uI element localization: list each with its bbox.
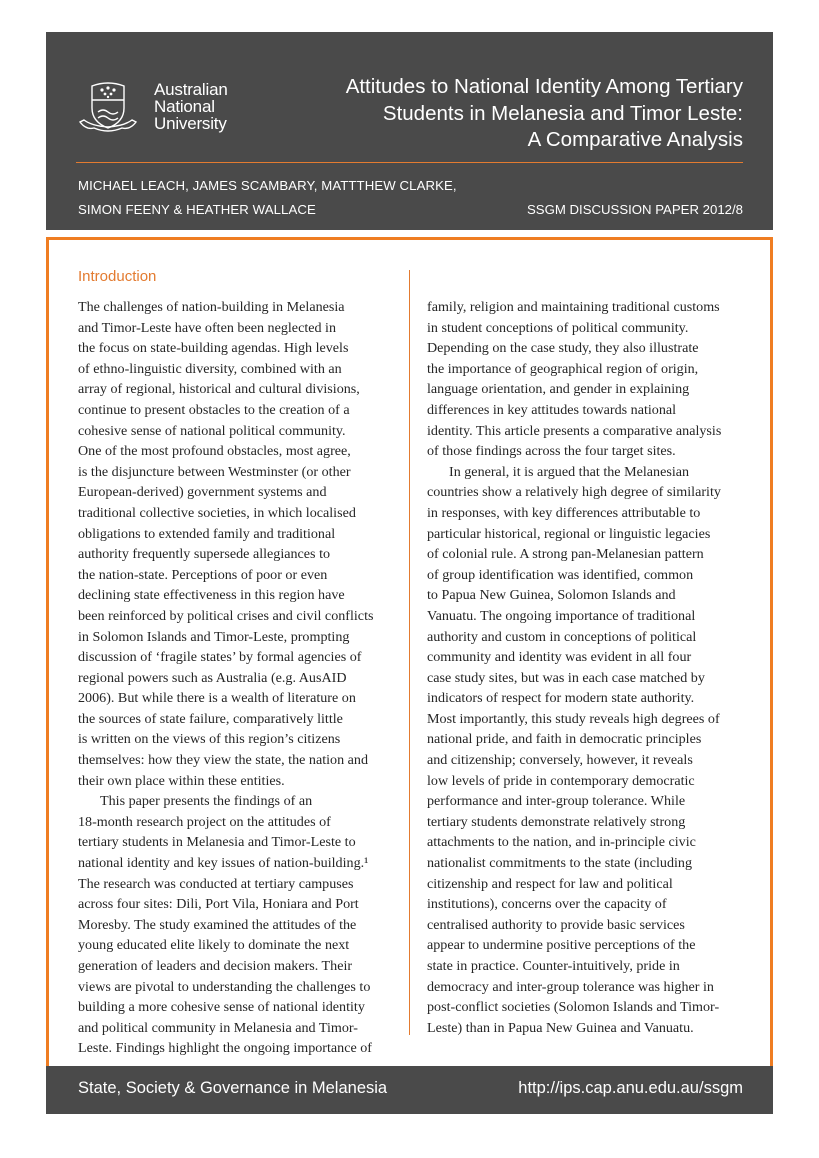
text-line: 18-month research project on the attitudes of — [78, 813, 331, 830]
text-line: Leste) than in Papua New Guinea and Vanuatu. — [427, 1019, 694, 1036]
text-line: This paper presents the findings of an — [100, 793, 313, 810]
paper-title — [273, 74, 743, 154]
series-label — [527, 198, 743, 222]
series-name: SSGM DISCUSSION PAPER — [527, 202, 699, 217]
text-line: appear to undermine positive perceptions of the — [427, 937, 696, 954]
author-list — [78, 174, 457, 222]
anu-logo — [78, 78, 248, 138]
text-line: In general, it is argued that the Melanesian — [449, 463, 690, 480]
text-line: across four sites: Dili, Port Vila, Honiara and Port — [78, 896, 359, 913]
text-line: community and identity was evident in all four — [427, 649, 692, 666]
text-line: is written on the views of this region’s citizens — [78, 731, 341, 748]
text-line: is the disjuncture between Westminster (or other — [78, 463, 351, 480]
text-line: obligations to extended family and traditional — [78, 525, 336, 542]
anu-wordmark — [154, 81, 228, 132]
text-line: traditional collective societies, in which localised — [78, 504, 356, 521]
text-line: national pride, and faith in democratic principles — [427, 731, 702, 748]
text-line: Leste. Findings highlight the ongoing importance of — [78, 1040, 372, 1057]
text-line: Most importantly, this study reveals high degrees of — [427, 710, 720, 727]
title-line: A Comparative Analysis — [527, 128, 743, 151]
text-line: in Solomon Islands and Timor-Leste, prompting — [78, 628, 350, 645]
text-line: views are pivotal to understanding the challenges to — [78, 978, 371, 995]
text-line: attachments to the nation, and in-principle civic — [427, 834, 696, 851]
text-line: to Papua New Guinea, Solomon Islands and — [427, 587, 676, 604]
text-line: institutions), concerns over the capacity of — [427, 896, 667, 913]
logo-line: University — [154, 114, 227, 133]
header-divider — [76, 162, 743, 163]
text-line: the sources of state failure, comparatively little — [78, 710, 343, 727]
text-line: their own place within these entities. — [78, 772, 285, 789]
text-line: building a more cohesive sense of national identity — [78, 999, 365, 1016]
text-line: the focus on state-building agendas. High levels — [78, 340, 349, 357]
text-line: discussion of ‘fragile states’ by formal agencies of — [78, 649, 362, 666]
text-line: indicators of respect for modern state authority. — [427, 690, 695, 707]
header-band — [46, 32, 773, 230]
text-line: low levels of pride in contemporary democratic — [427, 772, 695, 789]
text-line: citizenship and respect for law and political — [427, 875, 673, 892]
footer-url-link[interactable]: http://ips.cap.anu.edu.au/ssgm — [518, 1079, 743, 1097]
series-number: 2012/8 — [702, 202, 743, 217]
text-line: Depending on the case study, they also illustrate — [427, 340, 699, 357]
text-line: generation of leaders and decision makers. Their — [78, 958, 353, 974]
author-line: SIMON FEENY & HEATHER WALLACE — [78, 202, 316, 217]
section-heading: Introduction — [78, 268, 157, 285]
text-line: cohesive sense of national political community. — [78, 422, 346, 439]
footer-program-name: State, Society & Governance in Melanesia — [78, 1079, 388, 1097]
text-line: the nation-state. Perceptions of poor or even — [78, 566, 328, 583]
text-line: in responses, with key differences attributable to — [427, 504, 701, 521]
text-line: authority frequently supersede allegiances to — [78, 546, 331, 563]
title-line: Attitudes to National Identity Among Tertiary — [345, 75, 743, 98]
paragraph — [427, 297, 743, 462]
text-line: particular historical, regional or linguistic legacies — [427, 525, 711, 542]
text-line: The research was conducted at tertiary campuses — [78, 875, 354, 892]
text-line: and Timor-Leste have often been neglected in — [78, 319, 337, 336]
text-line: regional powers such as Australia (e.g. AusAID — [78, 669, 347, 686]
text-line: declining state effectiveness in this region have — [78, 587, 345, 604]
text-line: in student conceptions of political community. — [427, 319, 689, 336]
text-column-left — [78, 297, 394, 1059]
text-line: 2006). But while there is a wealth of literature on — [78, 690, 356, 707]
paragraph — [427, 462, 743, 1039]
text-line: authority and custom in conceptions of political — [427, 628, 697, 645]
text-line: of ethno-linguistic diversity, combined with an — [78, 360, 342, 377]
text-line: European-derived) government systems and — [78, 484, 327, 501]
text-line: tertiary students demonstrate relatively strong — [427, 813, 686, 830]
text-line: case study sites, but was in each case matched by — [427, 669, 705, 686]
author-line: MICHAEL LEACH, JAMES SCAMBARY, MATTTHEW CLARKE, — [78, 178, 457, 193]
text-line: democracy and inter-group tolerance was higher in — [427, 978, 714, 995]
text-line: identity. This article presents a comparative analysis — [427, 422, 722, 439]
text-line: of those findings across the four target sites. — [427, 443, 676, 460]
text-line: Moresby. The study examined the attitudes of the — [78, 916, 357, 933]
paragraph — [78, 297, 394, 791]
text-line: national identity and key issues of nation-building.¹ — [78, 855, 369, 872]
text-line: language orientation, and gender in explaining — [427, 381, 690, 398]
text-line: family, religion and maintaining traditional customs — [427, 299, 720, 315]
text-line: been reinforced by political crises and civil conflicts — [78, 607, 374, 624]
anu-crest-icon — [78, 78, 138, 134]
text-column-right — [427, 297, 743, 1038]
title-line: Students in Melanesia and Timor Leste: — [382, 101, 743, 125]
text-line: Vanuatu. The ongoing importance of traditional — [427, 607, 696, 624]
text-line: nationalist commitments to the state (including — [427, 855, 692, 872]
text-line: array of regional, historical and cultural divisions, — [78, 381, 360, 398]
text-line: One of the most profound obstacles, most agree, — [78, 443, 351, 460]
footer-band — [46, 1066, 773, 1114]
text-line: centralised authority to provide basic services — [427, 916, 685, 933]
text-line: and political community in Melanesia and Timor- — [78, 1019, 358, 1036]
text-line: of colonial rule. A strong pan-Melanesian pattern — [427, 546, 704, 563]
text-line: post-conflict societies (Solomon Islands and Timor- — [427, 999, 720, 1016]
text-line: of group identification was identified, common — [427, 566, 694, 583]
text-line: The challenges of nation-building in Melanesia — [78, 299, 345, 315]
logo-line: Australian — [154, 80, 228, 99]
text-line: tertiary students in Melanesia and Timor-Leste to — [78, 834, 356, 851]
logo-line: National — [154, 97, 215, 116]
text-line: young educated elite likely to dominate the next — [78, 937, 350, 954]
text-line: continue to present obstacles to the creation of a — [78, 401, 350, 418]
text-line: themselves: how they view the state, the nation and — [78, 752, 369, 769]
text-line: performance and inter-group tolerance. While — [427, 793, 686, 810]
text-line: state in practice. Counter-intuitively, pride in — [427, 958, 680, 974]
text-line: differences in key attitudes towards national — [427, 401, 677, 418]
text-line: countries show a relatively high degree of similarity — [427, 484, 721, 501]
column-divider — [409, 270, 410, 1035]
text-line: the importance of geographical region of origin, — [427, 360, 699, 377]
paragraph — [78, 791, 394, 1059]
text-line: and citizenship; conversely, however, it reveals — [427, 752, 693, 769]
